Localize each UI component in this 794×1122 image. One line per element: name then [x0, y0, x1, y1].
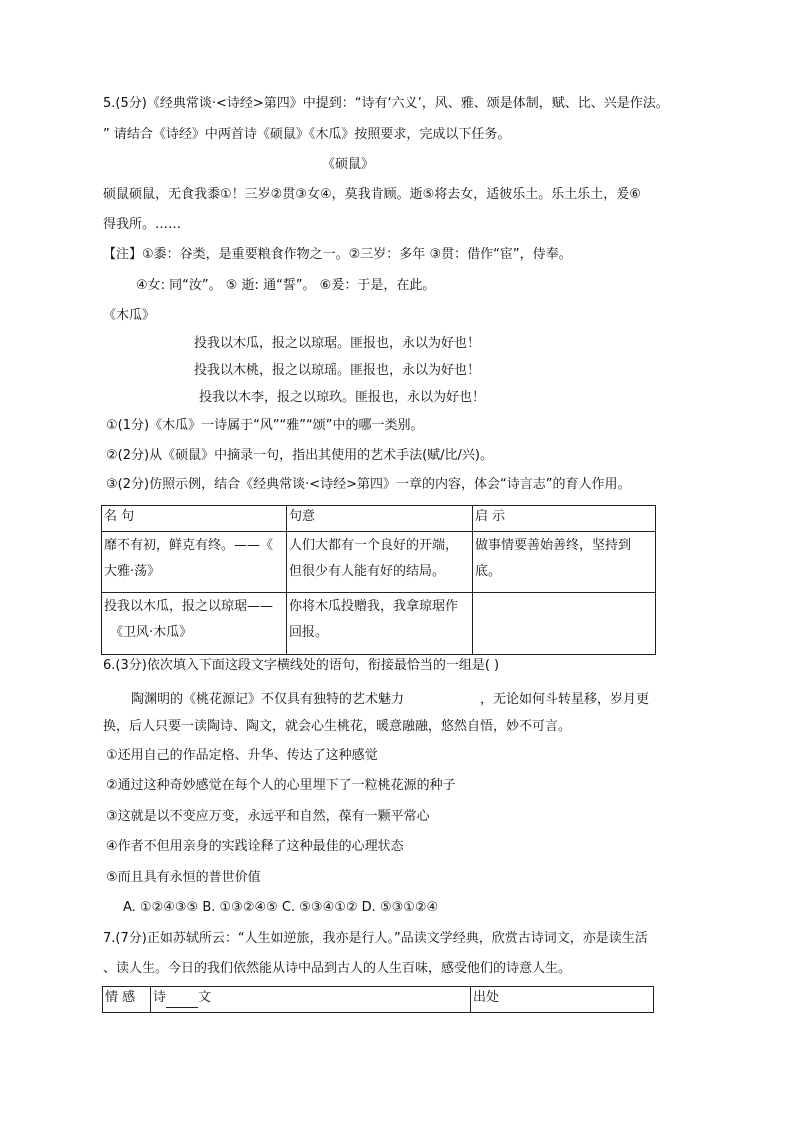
q7-stem-line1: 7.(7分)正如苏轼所云：“人生如逆旅，我亦是行人。”品读文学经典，欣赏古诗词文，亦是读生活 — [103, 931, 648, 946]
cell-line: 回报。 — [289, 625, 329, 640]
cell-line: 《卫风·木瓜》 — [110, 625, 193, 640]
q6-option: ④作者不但用亲身的实践诠释了这种最佳的心理状态 — [106, 839, 404, 854]
cell-line: 做事情要善始善终，坚持到 — [475, 538, 632, 553]
table-cell-meaning — [287, 593, 473, 655]
poem1-note1: 【注】①黍：谷类，是重要粮食作物之一。②三岁：多年 ③贯：借作“宦”，侍奉。 — [103, 247, 572, 262]
table-header: 名 句 — [102, 506, 287, 532]
table-header: 情 感 — [103, 987, 151, 1013]
cell-line: 底。 — [475, 564, 502, 579]
table-cell-quote — [102, 593, 287, 655]
q6-option: ③这就是以不变应万变，永远平和自然，葆有一颗平常心 — [106, 809, 430, 824]
q6-option: ①还用自己的作品定格、升华、传达了这种感觉 — [106, 748, 378, 763]
q6-para-a1: 陶渊明的《桃花源记》不仅具有独特的艺术魅力 — [131, 692, 405, 707]
header-poem: 诗 — [153, 990, 167, 1005]
q5-sub3: ③(2分)仿照示例，结合《经典常谈·<诗经>第四》一章的内容，体会“诗言志”的育人作用。 — [106, 477, 631, 492]
cell-line: 大雅·荡》 — [104, 564, 161, 579]
table-cell-meaning — [287, 532, 473, 593]
q5-stem-line2: ” 请结合《诗经》中两首诗《硕鼠》《木瓜》按照要求，完成以下任务。 — [103, 127, 511, 142]
poem2-line: 投我以木桃，报之以琼瑶。匪报也，永以为好也！ — [194, 363, 481, 378]
q6-stem: 6.(3分)依次填入下面这段文字横线处的语句，衔接最恰当的一组是( ) — [103, 658, 500, 673]
q6-option: ②通过这种奇妙感觉在每个人的心里埋下了一粒桃花源的种子 — [106, 778, 456, 793]
header-separator-line — [166, 993, 198, 1008]
cell-line: 但很少有人能有好的结局。 — [289, 564, 446, 579]
q6-para-a2: ，无论如何斗转星移，岁月更 — [480, 692, 650, 707]
cell-line: 人们大都有一个良好的开端， — [289, 538, 459, 553]
table-cell-insight — [473, 532, 656, 593]
poem1-note2: ④女: 同“汝”。 ⑤ 逝: 通“誓”。 ⑥爰：于是，在此。 — [136, 278, 436, 293]
table-header — [151, 987, 471, 1013]
q5-stem-line1: 5.(5分)《经典常谈·<诗经>第四》中提到：“诗有‘六义’，风、雅、颂是体制，赋、比、兴是作法。 — [103, 96, 669, 111]
table-cell-insight-blank[interactable] — [473, 593, 656, 655]
poem2-title: 《木瓜》 — [103, 308, 156, 323]
q7-stem-line2: 、读人生。今日的我们依然能从诗中品到古人的人生百味，感受他们的诗意人生。 — [103, 961, 572, 976]
cell-line: 你将木瓜投赠我，我拿琼琚作 — [289, 599, 459, 614]
q6-choices: A. ①②④③⑤ B. ①③②④⑤ C. ⑤③④①② D. ⑤③①②④ — [123, 900, 439, 915]
poem2-line: 投我以木瓜，报之以琼琚。匪报也，永以为好也！ — [194, 336, 481, 351]
q5-sub1: ①(1分)《木瓜》一诗属于“风”“雅”“颂”中的哪一类别。 — [106, 418, 424, 433]
poem1-title: 《硕鼠》 — [322, 157, 375, 172]
poem2-line: 投我以木李，报之以琼玖。匪报也，永以为好也！ — [199, 390, 486, 405]
q6-para-b: 换，后人只要一读陶诗、陶文，就会心生桃花，暖意融融，悠然自悟，妙不可言。 — [103, 719, 572, 734]
table-cell-quote — [102, 532, 287, 593]
poem1-line1: 硕鼠硕鼠，无食我黍①！三岁②贯③女④，莫我肯顾。逝⑤将去女，适彼乐土。乐土乐土，爰⑥ — [103, 187, 641, 202]
q5-sub2: ②(2分)从《硕鼠》中摘录一句，指出其使用的艺术手法(赋/比/兴)。 — [106, 448, 493, 463]
cell-line: 投我以木瓜，报之以琼琚—— — [104, 599, 274, 614]
table-header: 启 示 — [473, 506, 656, 532]
poem1-line2: 得我所。…… — [103, 217, 182, 232]
q7-table — [102, 986, 654, 1013]
cell-line: 靡不有初，鲜克有终。——《 — [104, 538, 274, 553]
table-header: 句意 — [287, 506, 473, 532]
q6-option: ⑤而且具有永恒的普世价值 — [106, 870, 261, 885]
header-prose: 文 — [198, 990, 212, 1005]
q5-table — [101, 505, 656, 655]
table-header: 出处 — [471, 987, 654, 1013]
